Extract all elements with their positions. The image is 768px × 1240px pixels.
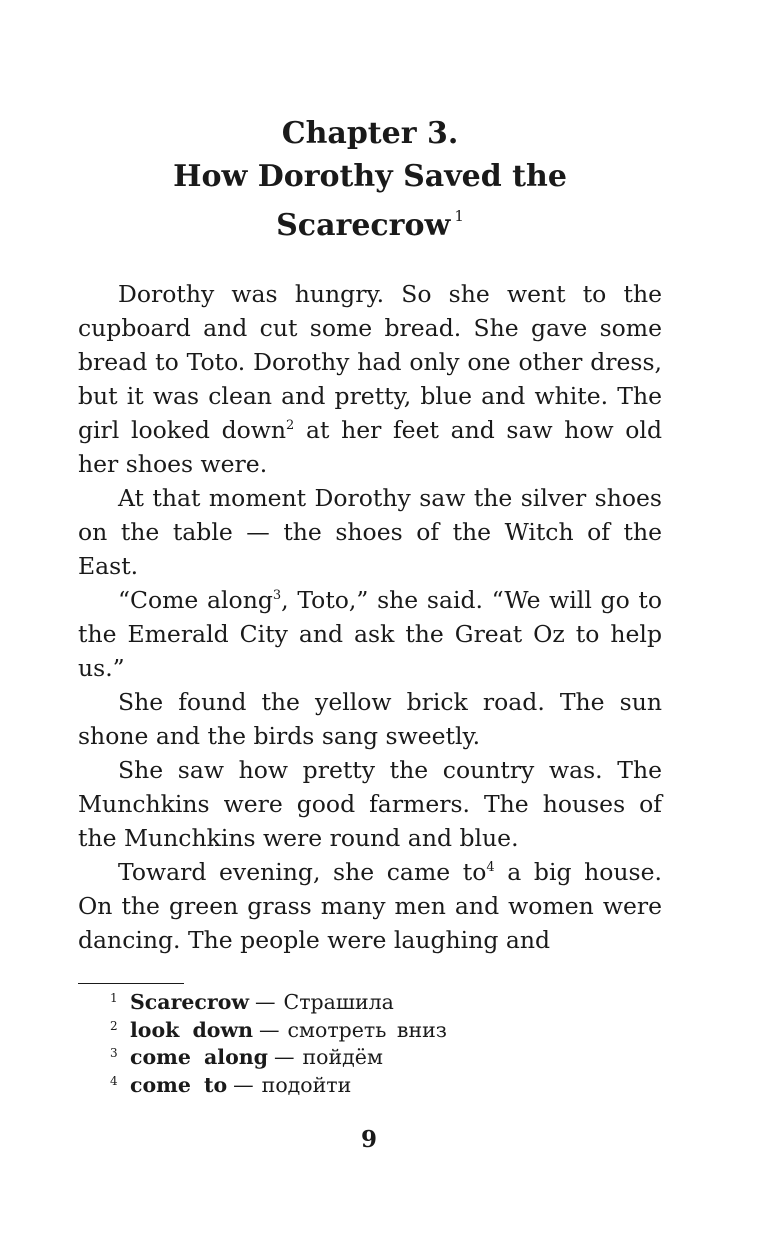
paragraph-text: She found the yellow brick road. The sun shone and the birds sang sweetly. (78, 688, 662, 750)
paragraph-text: , Toto,” she said. “We will go to the Emerald City and ask the Great Oz to help us.” (78, 586, 662, 682)
paragraph (78, 685, 662, 753)
footnote-translation: подойти (261, 1072, 352, 1097)
footnote: 3 come along — пойдём (110, 1045, 383, 1069)
footnote-ref: 4 (486, 860, 495, 875)
paragraph (78, 753, 662, 855)
paragraph (78, 277, 662, 481)
footnotes (110, 989, 610, 1099)
chapter-title: How Dorothy Saved the Scarecrow (173, 159, 567, 243)
paragraph-text: a big house. On the green grass many men and women were dancing. The people were laughing and (78, 858, 662, 954)
footnote-ref: 3 (272, 588, 282, 603)
footnote-divider (78, 983, 184, 984)
paragraph-text: At that moment Dorothy saw the silver shoes on the table — the shoes of the Witch of the East. (78, 484, 662, 580)
paragraph (78, 855, 662, 957)
footnote-term: look down (130, 1017, 254, 1042)
footnote-translation: смотреть вниз (287, 1017, 447, 1042)
chapter-number: Chapter 3. (281, 116, 459, 151)
footnote-term: come to (130, 1072, 228, 1097)
footnote-term: Scarecrow (130, 990, 250, 1014)
chapter-body (78, 277, 662, 957)
footnote-dash: — (259, 1017, 280, 1042)
footnote: 4 come to — подойти (110, 1072, 352, 1097)
paragraph (78, 481, 662, 583)
paragraph-text: at her feet and saw how old her shoes were. (78, 416, 662, 478)
footnote-term: come along (130, 1045, 269, 1069)
page-number: 9 (360, 1126, 377, 1153)
chapter-heading (78, 112, 662, 247)
footnote-dash: — (274, 1045, 295, 1069)
footnote-ref: 1 (454, 207, 464, 225)
footnote: 1 Scarecrow — Страшила (110, 990, 394, 1014)
paragraph-text: Toward evening, she came to (118, 858, 487, 886)
paragraph-text: Dorothy was hungry. So she went to the cupboard and cut some bread. She gave some bread to Toto. Dorothy had only one other dress, but it was clean and pretty, blue and white. The girl looked down (78, 280, 662, 444)
footnote-dash: — (233, 1072, 254, 1097)
footnote-translation: Страшила (283, 990, 394, 1014)
footnote: 2 look down — смотреть вниз (110, 1017, 447, 1042)
footnote-ref: 2 (286, 418, 295, 433)
chapter-title-line (78, 155, 662, 247)
footnote-translation: пойдём (302, 1045, 383, 1069)
paragraph-text: “Come along (118, 586, 273, 614)
footnote-dash: — (255, 990, 276, 1014)
book-page (78, 112, 662, 957)
paragraph-text: She saw how pretty the country was. The Munchkins were good farmers. The houses of the Munchkins were round and blue. (78, 756, 662, 852)
paragraph (78, 583, 662, 685)
